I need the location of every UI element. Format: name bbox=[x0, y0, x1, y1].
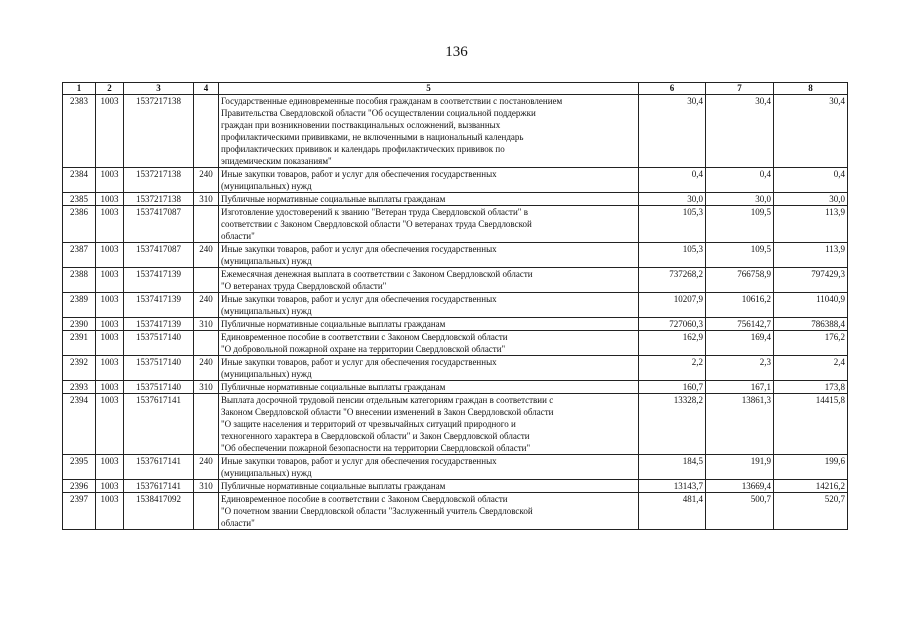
description-line: Иные закупки товаров, работ и услуг для обеспечения государственных bbox=[221, 244, 497, 254]
description-line: "О ветеранах труда Свердловской области" bbox=[221, 281, 387, 291]
description-line: Публичные нормативные социальные выплаты гражданам bbox=[221, 481, 446, 491]
table-row bbox=[63, 455, 848, 480]
expense-type-cell: 240 bbox=[194, 356, 219, 381]
description-line: эпидемическим показаниям" bbox=[221, 156, 332, 166]
description-cell bbox=[219, 318, 639, 331]
row-number-cell: 2393 bbox=[63, 381, 96, 394]
amount-year1-cell: 737268,2 bbox=[639, 268, 706, 293]
amount-year2-cell: 30,0 bbox=[706, 193, 774, 206]
description-line: Иные закупки товаров, работ и услуг для обеспечения государственных bbox=[221, 456, 497, 466]
amount-year2-cell: 0,4 bbox=[706, 168, 774, 193]
row-number-cell: 2383 bbox=[63, 95, 96, 168]
description-line: Иные закупки товаров, работ и услуг для обеспечения государственных bbox=[221, 357, 497, 367]
page-number: 136 bbox=[445, 44, 468, 60]
description-cell bbox=[219, 243, 639, 268]
row-number-cell: 2385 bbox=[63, 193, 96, 206]
table-row bbox=[63, 381, 848, 394]
table-row bbox=[63, 493, 848, 530]
expense-type-cell: 310 bbox=[194, 480, 219, 493]
amount-year3-cell: 11040,9 bbox=[774, 293, 848, 318]
amount-year2-cell: 756142,7 bbox=[706, 318, 774, 331]
amount-year3-cell: 173,8 bbox=[774, 381, 848, 394]
expense-type-cell: 240 bbox=[194, 243, 219, 268]
section-code-cell: 1003 bbox=[96, 356, 124, 381]
description-line: Иные закупки товаров, работ и услуг для обеспечения государственных bbox=[221, 169, 497, 179]
description-cell bbox=[219, 168, 639, 193]
row-number-cell: 2386 bbox=[63, 206, 96, 243]
expense-type-cell: 310 bbox=[194, 381, 219, 394]
description-line: техногенного характера в Свердловской области" и Закон Свердловской области bbox=[221, 431, 530, 441]
amount-year1-cell: 184,5 bbox=[639, 455, 706, 480]
description-line: Государственные единовременные пособия гражданам в соответствии с постановлением bbox=[221, 96, 563, 106]
row-number-cell: 2397 bbox=[63, 493, 96, 530]
amount-year1-cell: 481,4 bbox=[639, 493, 706, 530]
amount-year3-cell: 113,9 bbox=[774, 243, 848, 268]
amount-year2-cell: 10616,2 bbox=[706, 293, 774, 318]
section-code-cell: 1003 bbox=[96, 318, 124, 331]
table-row bbox=[63, 268, 848, 293]
section-code-cell: 1003 bbox=[96, 95, 124, 168]
amount-year1-cell: 105,3 bbox=[639, 206, 706, 243]
header-row bbox=[63, 83, 848, 95]
table-row bbox=[63, 243, 848, 268]
table-row bbox=[63, 95, 848, 168]
header-cell: 5 bbox=[219, 83, 639, 95]
section-code-cell: 1003 bbox=[96, 268, 124, 293]
amount-year2-cell: 13669,4 bbox=[706, 480, 774, 493]
target-code-cell: 1537417139 bbox=[124, 318, 194, 331]
description-line: Ежемесячная денежная выплата в соответствии с Законом Свердловской области bbox=[221, 269, 533, 279]
section-code-cell: 1003 bbox=[96, 493, 124, 530]
table-row bbox=[63, 206, 848, 243]
section-code-cell: 1003 bbox=[96, 293, 124, 318]
expense-type-cell: 310 bbox=[194, 318, 219, 331]
target-code-cell: 1537217138 bbox=[124, 95, 194, 168]
expense-type-cell: 310 bbox=[194, 193, 219, 206]
amount-year3-cell: 176,2 bbox=[774, 331, 848, 356]
expense-type-cell bbox=[194, 268, 219, 293]
description-cell bbox=[219, 381, 639, 394]
amount-year3-cell: 14216,2 bbox=[774, 480, 848, 493]
amount-year3-cell: 30,0 bbox=[774, 193, 848, 206]
table-row bbox=[63, 356, 848, 381]
table-row bbox=[63, 394, 848, 455]
table-row bbox=[63, 318, 848, 331]
table-row bbox=[63, 168, 848, 193]
description-line: "О добровольной пожарной охране на территории Свердловской области" bbox=[221, 344, 506, 354]
header-cell: 2 bbox=[96, 83, 124, 95]
section-code-cell: 1003 bbox=[96, 480, 124, 493]
amount-year3-cell: 30,4 bbox=[774, 95, 848, 168]
description-cell bbox=[219, 95, 639, 168]
section-code-cell: 1003 bbox=[96, 193, 124, 206]
amount-year2-cell: 109,5 bbox=[706, 206, 774, 243]
description-line: Публичные нормативные социальные выплаты гражданам bbox=[221, 194, 446, 204]
description-line: профилактическими прививками, не включенными в национальный календарь bbox=[221, 132, 524, 142]
description-line: "Об обеспечении пожарной безопасности на территории Свердловской области" bbox=[221, 443, 531, 453]
description-cell bbox=[219, 455, 639, 480]
amount-year2-cell: 2,3 bbox=[706, 356, 774, 381]
amount-year1-cell: 162,9 bbox=[639, 331, 706, 356]
amount-year3-cell: 199,6 bbox=[774, 455, 848, 480]
description-line: (муниципальных) нужд bbox=[221, 181, 312, 191]
description-line: (муниципальных) нужд bbox=[221, 306, 312, 316]
target-code-cell: 1537517140 bbox=[124, 356, 194, 381]
description-cell bbox=[219, 193, 639, 206]
description-line: Публичные нормативные социальные выплаты гражданам bbox=[221, 319, 446, 329]
table-row bbox=[63, 331, 848, 356]
amount-year2-cell: 500,7 bbox=[706, 493, 774, 530]
description-line: Правительства Свердловской области "Об осуществлении социальной поддержки bbox=[221, 108, 536, 118]
target-code-cell: 1537217138 bbox=[124, 168, 194, 193]
section-code-cell: 1003 bbox=[96, 243, 124, 268]
amount-year1-cell: 160,7 bbox=[639, 381, 706, 394]
section-code-cell: 1003 bbox=[96, 331, 124, 356]
description-line: Публичные нормативные социальные выплаты гражданам bbox=[221, 382, 446, 392]
target-code-cell: 1537417087 bbox=[124, 243, 194, 268]
amount-year1-cell: 30,4 bbox=[639, 95, 706, 168]
target-code-cell: 1537617141 bbox=[124, 480, 194, 493]
target-code-cell: 1537417139 bbox=[124, 268, 194, 293]
description-line: "О почетном звании Свердловской области "Заслуженный учитель Свердловской bbox=[221, 506, 533, 516]
header-cell: 8 bbox=[774, 83, 848, 95]
row-number-cell: 2392 bbox=[63, 356, 96, 381]
header-cell: 7 bbox=[706, 83, 774, 95]
row-number-cell: 2391 bbox=[63, 331, 96, 356]
amount-year2-cell: 766758,9 bbox=[706, 268, 774, 293]
description-cell bbox=[219, 293, 639, 318]
row-number-cell: 2388 bbox=[63, 268, 96, 293]
row-number-cell: 2396 bbox=[63, 480, 96, 493]
description-cell bbox=[219, 268, 639, 293]
description-line: "О защите населения и территорий от чрезвычайных ситуаций природного и bbox=[221, 419, 516, 429]
budget-table bbox=[62, 82, 848, 530]
amount-year1-cell: 13328,2 bbox=[639, 394, 706, 455]
expense-type-cell bbox=[194, 206, 219, 243]
table-body bbox=[63, 95, 848, 530]
expense-type-cell: 240 bbox=[194, 168, 219, 193]
amount-year3-cell: 2,4 bbox=[774, 356, 848, 381]
amount-year2-cell: 13861,3 bbox=[706, 394, 774, 455]
target-code-cell: 1537517140 bbox=[124, 331, 194, 356]
target-code-cell: 1537217138 bbox=[124, 193, 194, 206]
description-cell bbox=[219, 206, 639, 243]
description-line: граждан при возникновении поствакцинальных осложнений, вызванных bbox=[221, 120, 501, 130]
expense-type-cell: 240 bbox=[194, 455, 219, 480]
header-cell: 3 bbox=[124, 83, 194, 95]
row-number-cell: 2394 bbox=[63, 394, 96, 455]
row-number-cell: 2384 bbox=[63, 168, 96, 193]
amount-year2-cell: 169,4 bbox=[706, 331, 774, 356]
target-code-cell: 1537417139 bbox=[124, 293, 194, 318]
description-line: Законом Свердловской области "О внесении изменений в Закон Свердловской области bbox=[221, 407, 554, 417]
amount-year1-cell: 727060,3 bbox=[639, 318, 706, 331]
amount-year3-cell: 520,7 bbox=[774, 493, 848, 530]
target-code-cell: 1537617141 bbox=[124, 455, 194, 480]
description-line: Единовременное пособие в соответствии с Законом Свердловской области bbox=[221, 332, 508, 342]
section-code-cell: 1003 bbox=[96, 381, 124, 394]
amount-year1-cell: 2,2 bbox=[639, 356, 706, 381]
expense-type-cell bbox=[194, 95, 219, 168]
row-number-cell: 2389 bbox=[63, 293, 96, 318]
description-cell bbox=[219, 356, 639, 381]
section-code-cell: 1003 bbox=[96, 168, 124, 193]
description-cell bbox=[219, 493, 639, 530]
amount-year2-cell: 191,9 bbox=[706, 455, 774, 480]
description-cell bbox=[219, 394, 639, 455]
table-row bbox=[63, 480, 848, 493]
row-number-cell: 2387 bbox=[63, 243, 96, 268]
target-code-cell: 1537417087 bbox=[124, 206, 194, 243]
row-number-cell: 2395 bbox=[63, 455, 96, 480]
description-line: (муниципальных) нужд bbox=[221, 369, 312, 379]
header-cell: 1 bbox=[63, 83, 96, 95]
section-code-cell: 1003 bbox=[96, 455, 124, 480]
table-row bbox=[63, 293, 848, 318]
amount-year1-cell: 0,4 bbox=[639, 168, 706, 193]
amount-year3-cell: 14415,8 bbox=[774, 394, 848, 455]
amount-year1-cell: 30,0 bbox=[639, 193, 706, 206]
expense-type-cell bbox=[194, 394, 219, 455]
description-line: профилактических прививок и календарь профилактических прививок по bbox=[221, 144, 505, 154]
row-number-cell: 2390 bbox=[63, 318, 96, 331]
description-line: области" bbox=[221, 518, 255, 528]
amount-year2-cell: 30,4 bbox=[706, 95, 774, 168]
target-code-cell: 1537617141 bbox=[124, 394, 194, 455]
description-line: Единовременное пособие в соответствии с Законом Свердловской области bbox=[221, 494, 508, 504]
description-line: (муниципальных) нужд bbox=[221, 256, 312, 266]
description-cell bbox=[219, 480, 639, 493]
section-code-cell: 1003 bbox=[96, 206, 124, 243]
expense-type-cell bbox=[194, 331, 219, 356]
description-line: Иные закупки товаров, работ и услуг для обеспечения государственных bbox=[221, 294, 497, 304]
target-code-cell: 1537517140 bbox=[124, 381, 194, 394]
amount-year3-cell: 113,9 bbox=[774, 206, 848, 243]
table-row bbox=[63, 193, 848, 206]
header-cell: 6 bbox=[639, 83, 706, 95]
description-line: (муниципальных) нужд bbox=[221, 468, 312, 478]
amount-year3-cell: 0,4 bbox=[774, 168, 848, 193]
section-code-cell: 1003 bbox=[96, 394, 124, 455]
amount-year1-cell: 13143,7 bbox=[639, 480, 706, 493]
description-line: Выплата досрочной трудовой пенсии отдельным категориям граждан в соответствии с bbox=[221, 395, 554, 405]
amount-year3-cell: 786388,4 bbox=[774, 318, 848, 331]
amount-year1-cell: 10207,9 bbox=[639, 293, 706, 318]
header-cell: 4 bbox=[194, 83, 219, 95]
amount-year2-cell: 109,5 bbox=[706, 243, 774, 268]
amount-year2-cell: 167,1 bbox=[706, 381, 774, 394]
description-line: области" bbox=[221, 231, 255, 241]
description-cell bbox=[219, 331, 639, 356]
expense-type-cell: 240 bbox=[194, 293, 219, 318]
description-line: соответствии с Законом Свердловской области "О ветеранах труда Свердловской bbox=[221, 219, 532, 229]
target-code-cell: 1538417092 bbox=[124, 493, 194, 530]
amount-year3-cell: 797429,3 bbox=[774, 268, 848, 293]
expense-type-cell bbox=[194, 493, 219, 530]
description-line: Изготовление удостоверений к званию "Ветеран труда Свердловской области" в bbox=[221, 207, 528, 217]
amount-year1-cell: 105,3 bbox=[639, 243, 706, 268]
